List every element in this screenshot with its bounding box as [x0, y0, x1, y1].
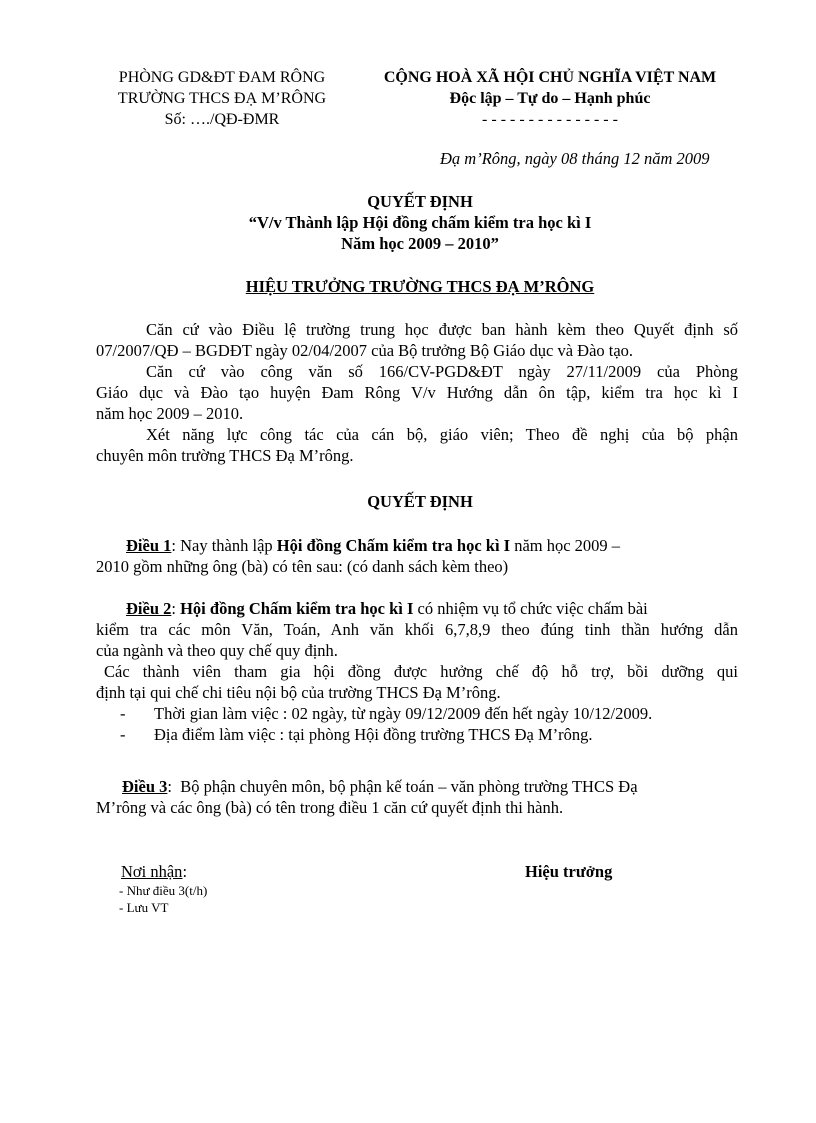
school-name: TRƯỜNG THCS ĐẠ M’RÔNG: [117, 90, 327, 107]
preamble-3-line-2: chuyên môn trường THCS Đạ M’rông.: [96, 446, 354, 465]
motto-divider: - - - - - - - - - - - - - - -: [482, 111, 618, 128]
article-2-line-4: Các thành viên tham gia hội đồng được hưởng chế độ hỗ trợ, bồi dưỡng qui: [104, 662, 738, 681]
bullet-dash: -: [120, 725, 126, 744]
article-2-text-c: có nhiệm vụ tổ chức việc chấm bài: [413, 599, 648, 618]
recipients-colon: :: [182, 862, 188, 881]
preamble-2-line-2: Giáo dục và Đào tạo huyện Đam Rông V/v Hướng dẫn ôn tập, kiểm tra học kì I: [96, 383, 738, 402]
article-3-label: Điều 3: [122, 777, 168, 796]
date-line: Đạ m’Rông, ngày 08 tháng 12 năm 2009: [440, 149, 710, 168]
bullet-dash: -: [120, 704, 126, 723]
title-school-year: Năm học 2009 – 2010”: [341, 234, 499, 253]
article-1-line-1: [96, 535, 738, 556]
recipients-list: [119, 882, 207, 916]
article-2-council-name: Hội đồng Chấm kiểm tra học kì I: [180, 599, 414, 618]
department-name: PHÒNG GD&ĐT ĐAM RÔNG: [118, 69, 326, 86]
article-2-bullet-2: [96, 724, 738, 745]
article-2-line-3: của ngành và theo quy chế quy định.: [96, 641, 338, 660]
recipient-2: - Lưu VT: [119, 900, 169, 915]
article-2: [96, 598, 738, 745]
article-2-line-1: [96, 598, 738, 619]
article-1-text-c: năm học 2009 –: [510, 536, 621, 555]
article-1-text-a: : Nay thành lập: [171, 536, 277, 555]
preamble-2-line-3: năm học 2009 – 2010.: [96, 404, 244, 423]
article-2-line-5: định tại qui chế chi tiêu nội bộ của trường THCS Đạ M’rông.: [96, 683, 501, 702]
article-3-text-a: : Bộ phận chuyên môn, bộ phận kế toán – văn phòng trường THCS Đạ: [167, 777, 638, 796]
preamble-2-line-1: Căn cứ vào công văn số 166/CV-PGD&ĐT ngày 27/11/2009 của Phòng: [146, 362, 738, 381]
header-right: [355, 67, 745, 130]
motto: Độc lập – Tự do – Hạnh phúc: [449, 90, 651, 107]
article-1-label: Điều 1: [126, 536, 172, 555]
signer-title: Hiệu trưởng: [525, 862, 613, 881]
article-2-line-2: kiểm tra các môn Văn, Toán, Anh văn khối 6,7,8,9 theo đúng tinh thần hướng dẫn: [96, 620, 738, 639]
article-1-line-2: 2010 gồm những ông (bà) có tên sau: (có danh sách kèm theo): [96, 557, 509, 576]
article-3-line-1: [96, 776, 738, 797]
working-location: Địa điểm làm việc : tại phòng Hội đồng trường THCS Đạ M’rông.: [154, 725, 593, 744]
preamble-1-line-2: 07/2007/QĐ – BGDĐT ngày 02/04/2007 của Bộ trưởng Bộ Giáo dục và Đào tạo.: [96, 341, 634, 360]
title-decision: QUYẾT ĐỊNH: [367, 192, 473, 211]
article-3: [96, 776, 738, 818]
article-3-line-2: M’rông và các ông (bà) có tên trong điều 1 căn cứ quyết định thi hành.: [96, 798, 564, 817]
preamble-3-line-1: Xét năng lực công tác của cán bộ, giáo viên; Theo đề nghị của bộ phận: [146, 425, 738, 444]
header-left: [92, 67, 352, 130]
article-2-label: Điều 2: [126, 599, 172, 618]
decision-heading: QUYẾT ĐỊNH: [367, 492, 473, 511]
recipients-title: [121, 861, 187, 882]
authority-heading: HIỆU TRƯỞNG TRƯỜNG THCS ĐẠ M’RÔNG: [245, 277, 595, 296]
working-time: Thời gian làm việc : 02 ngày, từ ngày 09/12/2009 đến hết ngày 10/12/2009.: [154, 704, 653, 723]
article-2-text-a: :: [171, 599, 181, 618]
recipients-label: Nơi nhận: [121, 862, 183, 881]
title-subject: “V/v Thành lập Hội đồng chấm kiểm tra học kì I: [248, 213, 592, 232]
preamble: [96, 319, 738, 466]
article-1: [96, 535, 738, 577]
article-2-bullet-1: [96, 703, 738, 724]
recipient-1: - Như điều 3(t/h): [119, 883, 208, 898]
document-number: Số: …./QĐ-ĐMR: [164, 111, 280, 128]
preamble-1-line-1: Căn cứ vào Điều lệ trường trung học được ban hành kèm theo Quyết định số: [146, 320, 738, 339]
title-block: [0, 191, 816, 254]
country-name: CỘNG HOÀ XÃ HỘI CHỦ NGHĨA VIỆT NAM: [383, 69, 717, 86]
article-1-council-name: Hội đồng Chấm kiểm tra học kì I: [276, 536, 511, 555]
